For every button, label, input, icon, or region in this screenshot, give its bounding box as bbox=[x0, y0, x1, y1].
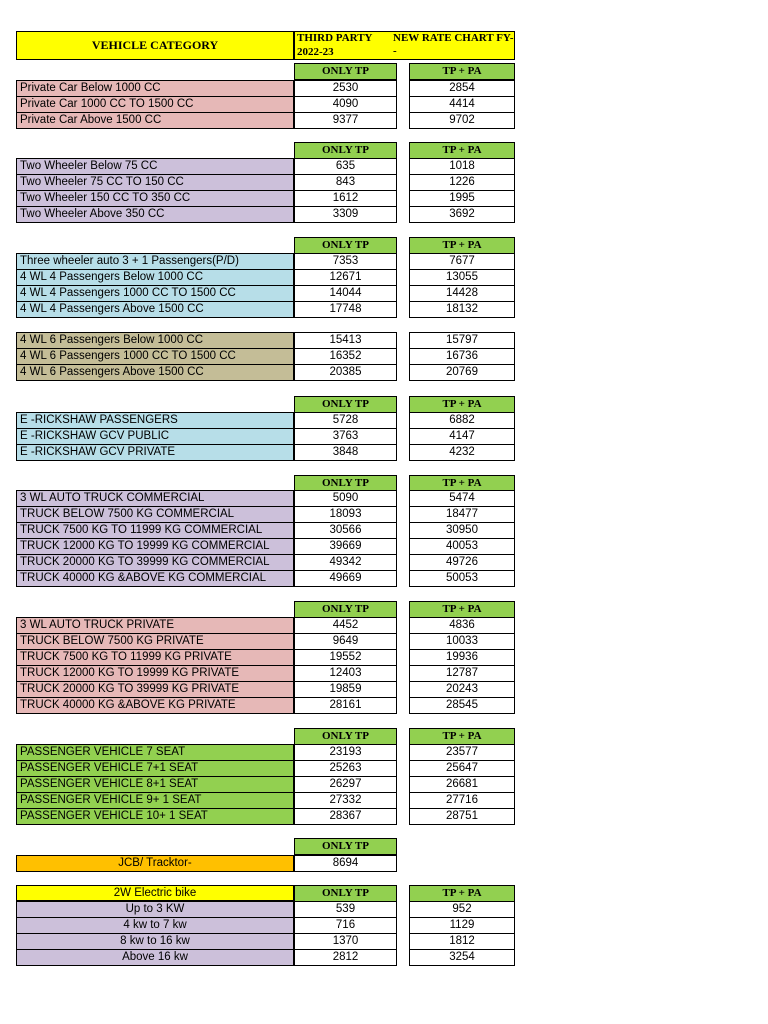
category-label: Two Wheeler Below 75 CC bbox=[16, 158, 294, 175]
column-header-tp-pa: TP + PA bbox=[409, 728, 515, 745]
only-tp-value: 3763 bbox=[294, 428, 397, 445]
category-label: PASSENGER VEHICLE 7+1 SEAT bbox=[16, 760, 294, 777]
tp-pa-value: 23577 bbox=[409, 744, 515, 761]
category-label: E -RICKSHAW GCV PUBLIC bbox=[16, 428, 294, 445]
only-tp-value: 843 bbox=[294, 174, 397, 191]
category-label: PASSENGER VEHICLE 8+1 SEAT bbox=[16, 776, 294, 793]
only-tp-value: 716 bbox=[294, 917, 397, 934]
tp-pa-value: 1018 bbox=[409, 158, 515, 175]
category-label: 4 WL 4 Passengers Below 1000 CC bbox=[16, 269, 294, 286]
column-header-tp-pa: TP + PA bbox=[409, 396, 515, 413]
only-tp-value: 25263 bbox=[294, 760, 397, 777]
tp-pa-value: 26681 bbox=[409, 776, 515, 793]
tp-pa-value: 1995 bbox=[409, 190, 515, 207]
category-label: E -RICKSHAW GCV PRIVATE bbox=[16, 444, 294, 461]
only-tp-value: 3309 bbox=[294, 206, 397, 223]
tp-pa-value: 15797 bbox=[409, 332, 515, 349]
category-label: Two Wheeler 75 CC TO 150 CC bbox=[16, 174, 294, 191]
category-label: Above 16 kw bbox=[16, 949, 294, 966]
tp-pa-value: 5474 bbox=[409, 490, 515, 507]
category-label: Private Car 1000 CC TO 1500 CC bbox=[16, 96, 294, 113]
only-tp-value: 39669 bbox=[294, 538, 397, 555]
category-label: TRUCK BELOW 7500 KG COMMERCIAL bbox=[16, 506, 294, 523]
column-header-only-tp: ONLY TP bbox=[294, 475, 397, 492]
only-tp-value: 49669 bbox=[294, 570, 397, 587]
column-header-only-tp: ONLY TP bbox=[294, 885, 397, 902]
tp-pa-value: 3254 bbox=[409, 949, 515, 966]
category-label: 3 WL AUTO TRUCK PRIVATE bbox=[16, 617, 294, 634]
category-label: Private Car Above 1500 CC bbox=[16, 112, 294, 129]
only-tp-value: 16352 bbox=[294, 348, 397, 365]
only-tp-value: 27332 bbox=[294, 792, 397, 809]
category-label: TRUCK 12000 KG TO 19999 KG PRIVATE bbox=[16, 665, 294, 682]
category-label: Up to 3 KW bbox=[16, 901, 294, 918]
category-label: TRUCK 7500 KG TO 11999 KG COMMERCIAL bbox=[16, 522, 294, 539]
only-tp-value: 19859 bbox=[294, 681, 397, 698]
column-header-only-tp: ONLY TP bbox=[294, 237, 397, 254]
category-label: 4 WL 4 Passengers Above 1500 CC bbox=[16, 301, 294, 318]
tp-pa-value: 4147 bbox=[409, 428, 515, 445]
only-tp-value: 3848 bbox=[294, 444, 397, 461]
tp-pa-value: 7677 bbox=[409, 253, 515, 270]
tp-pa-value: 2854 bbox=[409, 80, 515, 97]
column-header-only-tp: ONLY TP bbox=[294, 838, 397, 855]
subtitle-fiscal-year: 2022-23 bbox=[297, 46, 334, 58]
subtitle-rate-chart: NEW RATE CHART FY-- bbox=[393, 32, 514, 57]
tp-pa-value: 14428 bbox=[409, 285, 515, 302]
only-tp-value: 5728 bbox=[294, 412, 397, 429]
category-label: Private Car Below 1000 CC bbox=[16, 80, 294, 97]
subtitle-third-party: THIRD PARTY bbox=[297, 32, 373, 44]
only-tp-value: 9377 bbox=[294, 112, 397, 129]
category-label: 8 kw to 16 kw bbox=[16, 933, 294, 950]
category-label: TRUCK 20000 KG TO 39999 KG COMMERCIAL bbox=[16, 554, 294, 571]
tp-pa-value: 18477 bbox=[409, 506, 515, 523]
tp-pa-value: 1812 bbox=[409, 933, 515, 950]
only-tp-value: 15413 bbox=[294, 332, 397, 349]
only-tp-value: 635 bbox=[294, 158, 397, 175]
category-label: Two Wheeler Above 350 CC bbox=[16, 206, 294, 223]
column-header-tp-pa: TP + PA bbox=[409, 601, 515, 618]
tp-pa-value: 19936 bbox=[409, 649, 515, 666]
only-tp-value: 26297 bbox=[294, 776, 397, 793]
tp-pa-value: 25647 bbox=[409, 760, 515, 777]
tp-pa-value: 27716 bbox=[409, 792, 515, 809]
only-tp-value: 2530 bbox=[294, 80, 397, 97]
tp-pa-value: 1129 bbox=[409, 917, 515, 934]
only-tp-value: 8694 bbox=[294, 855, 397, 872]
category-label: 4 WL 6 Passengers 1000 CC TO 1500 CC bbox=[16, 348, 294, 365]
column-header-only-tp: ONLY TP bbox=[294, 142, 397, 159]
category-label: PASSENGER VEHICLE 9+ 1 SEAT bbox=[16, 792, 294, 809]
page-title: VEHICLE CATEGORY bbox=[16, 31, 294, 60]
only-tp-value: 30566 bbox=[294, 522, 397, 539]
only-tp-value: 4090 bbox=[294, 96, 397, 113]
only-tp-value: 5090 bbox=[294, 490, 397, 507]
only-tp-value: 12403 bbox=[294, 665, 397, 682]
tp-pa-value: 40053 bbox=[409, 538, 515, 555]
category-label: TRUCK 40000 KG &ABOVE KG PRIVATE bbox=[16, 697, 294, 714]
tp-pa-value: 28751 bbox=[409, 808, 515, 825]
tp-pa-value: 13055 bbox=[409, 269, 515, 286]
only-tp-value: 9649 bbox=[294, 633, 397, 650]
tp-pa-value: 12787 bbox=[409, 665, 515, 682]
column-header-only-tp: ONLY TP bbox=[294, 396, 397, 413]
only-tp-value: 19552 bbox=[294, 649, 397, 666]
category-label: PASSENGER VEHICLE 7 SEAT bbox=[16, 744, 294, 761]
only-tp-value: 18093 bbox=[294, 506, 397, 523]
category-label: Three wheeler auto 3 + 1 Passengers(P/D) bbox=[16, 253, 294, 270]
column-header-only-tp: ONLY TP bbox=[294, 601, 397, 618]
only-tp-value: 17748 bbox=[294, 301, 397, 318]
section-heading-electric-bike: 2W Electric bike bbox=[16, 885, 294, 901]
column-header-tp-pa: TP + PA bbox=[409, 475, 515, 492]
tp-pa-value: 49726 bbox=[409, 554, 515, 571]
tp-pa-value: 18132 bbox=[409, 301, 515, 318]
only-tp-value: 20385 bbox=[294, 364, 397, 381]
category-label: TRUCK 12000 KG TO 19999 KG COMMERCIAL bbox=[16, 538, 294, 555]
only-tp-value: 1370 bbox=[294, 933, 397, 950]
only-tp-value: 1612 bbox=[294, 190, 397, 207]
category-label: 4 WL 4 Passengers 1000 CC TO 1500 CC bbox=[16, 285, 294, 302]
category-label: TRUCK BELOW 7500 KG PRIVATE bbox=[16, 633, 294, 650]
tp-pa-value: 952 bbox=[409, 901, 515, 918]
column-header-tp-pa: TP + PA bbox=[409, 237, 515, 254]
column-header-only-tp: ONLY TP bbox=[294, 728, 397, 745]
tp-pa-value: 4836 bbox=[409, 617, 515, 634]
column-header-tp-pa: TP + PA bbox=[409, 63, 515, 80]
tp-pa-value: 4414 bbox=[409, 96, 515, 113]
tp-pa-value: 3692 bbox=[409, 206, 515, 223]
only-tp-value: 28367 bbox=[294, 808, 397, 825]
tp-pa-value: 9702 bbox=[409, 112, 515, 129]
tp-pa-value: 28545 bbox=[409, 697, 515, 714]
tp-pa-value: 20243 bbox=[409, 681, 515, 698]
column-header-only-tp: ONLY TP bbox=[294, 63, 397, 80]
only-tp-value: 7353 bbox=[294, 253, 397, 270]
only-tp-value: 23193 bbox=[294, 744, 397, 761]
only-tp-value: 2812 bbox=[294, 949, 397, 966]
only-tp-value: 12671 bbox=[294, 269, 397, 286]
category-label: TRUCK 7500 KG TO 11999 KG PRIVATE bbox=[16, 649, 294, 666]
only-tp-value: 49342 bbox=[294, 554, 397, 571]
category-label: 4 WL 6 Passengers Above 1500 CC bbox=[16, 364, 294, 381]
only-tp-value: 539 bbox=[294, 901, 397, 918]
column-header-tp-pa: TP + PA bbox=[409, 885, 515, 902]
category-label: 4 WL 6 Passengers Below 1000 CC bbox=[16, 332, 294, 349]
category-label: E -RICKSHAW PASSENGERS bbox=[16, 412, 294, 429]
category-label: TRUCK 40000 KG &ABOVE KG COMMERCIAL bbox=[16, 570, 294, 587]
category-label: TRUCK 20000 KG TO 39999 KG PRIVATE bbox=[16, 681, 294, 698]
only-tp-value: 28161 bbox=[294, 697, 397, 714]
category-label: PASSENGER VEHICLE 10+ 1 SEAT bbox=[16, 808, 294, 825]
only-tp-value: 4452 bbox=[294, 617, 397, 634]
category-label: 4 kw to 7 kw bbox=[16, 917, 294, 934]
tp-pa-value: 20769 bbox=[409, 364, 515, 381]
tp-pa-value: 6882 bbox=[409, 412, 515, 429]
only-tp-value: 14044 bbox=[294, 285, 397, 302]
tp-pa-value: 30950 bbox=[409, 522, 515, 539]
category-label: 3 WL AUTO TRUCK COMMERCIAL bbox=[16, 490, 294, 507]
category-label: Two Wheeler 150 CC TO 350 CC bbox=[16, 190, 294, 207]
tp-pa-value: 1226 bbox=[409, 174, 515, 191]
tp-pa-value: 16736 bbox=[409, 348, 515, 365]
rate-chart-subtitle bbox=[294, 31, 515, 60]
category-label: JCB/ Tracktor- bbox=[16, 855, 294, 872]
tp-pa-value: 10033 bbox=[409, 633, 515, 650]
column-header-tp-pa: TP + PA bbox=[409, 142, 515, 159]
tp-pa-value: 50053 bbox=[409, 570, 515, 587]
tp-pa-value: 4232 bbox=[409, 444, 515, 461]
